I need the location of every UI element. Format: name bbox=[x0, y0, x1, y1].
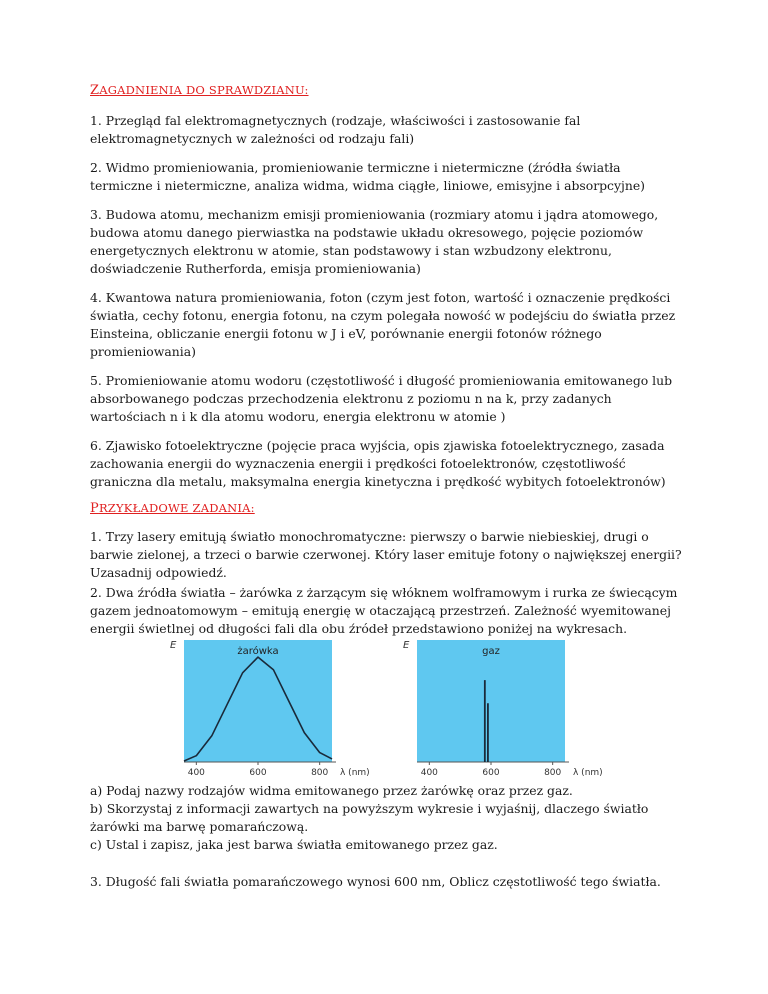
topic-3: 3. Budowa atomu, mechanizm emisji promieniowania (rozmiary atomu i jądra atomowego, budowa atomu danego pierwiastka na podstawie układu okresowego, pojęcie poziomów energetycznych elektronu w atomie, stan podstawowy i stan wzbudzony elektronu, doświadczenie Rutherforda, emisja promieniowania) bbox=[90, 207, 659, 276]
chart-zarowka-svg bbox=[162, 634, 370, 782]
chart-zarowka bbox=[162, 634, 370, 786]
plot-background bbox=[417, 640, 565, 762]
x-axis-label: λ (nm) bbox=[573, 768, 603, 778]
topic-1: 1. Przegląd fal elektromagnetycznych (rodzaje, właściwości i zastosowanie fal elektromagnetycznych w zależności od rodzaju fali) bbox=[90, 113, 581, 146]
x-tick-label: 600 bbox=[482, 768, 500, 778]
x-tick-label: 800 bbox=[544, 768, 562, 778]
task-1: 1. Trzy lasery emitują światło monochromatyczne: pierwszy o barwie niebieskiej, drugi o barwie zielonej, a trzeci o barwie czerwonej. Który laser emituje fotony o największej energii? Uzasadnij odpowiedź. bbox=[90, 529, 682, 580]
x-tick-label: 400 bbox=[187, 768, 205, 778]
chart-gaz-svg bbox=[395, 634, 605, 782]
task-2: 2. Dwa źródła światła – żarówka z żarzącym się włóknem wolframowym i rurka ze świecącym gazem jednoatomowym – emitują energię w otaczającą przestrzeń. Zależność wyemitowanej energii świetlnej od długości fali dla obu źródeł przedstawiono poniżej na wykresach. bbox=[90, 585, 678, 636]
y-axis-label: E bbox=[403, 640, 410, 651]
x-tick-label: 800 bbox=[311, 768, 329, 778]
topic-5: 5. Promieniowanie atomu wodoru (częstotliwość i długość promieniowania emitowanego lub absorbowanego podczas przechodzenia elektronu z poziomu n na k, przy zadanych wartościach n i k dla atomu wodoru, energia elektronu w atomie ) bbox=[90, 373, 673, 424]
topic-2: 2. Widmo promieniowania, promieniowanie termiczne i nietermiczne (źródła światła termiczne i nietermiczne, analiza widma, widma ciągłe, liniowe, emisyjne i absorpcyjne) bbox=[90, 160, 645, 193]
topics-heading: ZAGADNIENIA DO SPRAWDZIANU: bbox=[90, 83, 309, 98]
chart-title: gaz bbox=[482, 646, 500, 657]
task-3: 3. Długość fali światła pomarańczowego wynosi 600 nm, Oblicz częstotliwość tego światła. bbox=[90, 874, 661, 889]
y-axis-label: E bbox=[170, 640, 177, 651]
chart-title: żarówka bbox=[237, 646, 279, 657]
x-axis-label: λ (nm) bbox=[340, 768, 370, 778]
topic-4: 4. Kwantowa natura promieniowania, foton (czym jest foton, wartość i oznaczenie prędkości światła, cechy fotonu, energia fotonu, na czym polegała nowość w podejściu do światła przez Einsteina, obliczanie energii fotonu w J i eV, porównanie energii fotonów różnego promieniowania) bbox=[90, 290, 676, 359]
chart-gaz bbox=[395, 634, 605, 786]
topic-6: 6. Zjawisko fotoelektryczne (pojęcie praca wyjścia, opis zjawiska fotoelektrycznego, zasada zachowania energii do wyznaczenia energii i prędkości fotoelektronów, częstotliwość graniczna dla metalu, maksymalna energia kinetyczna i prędkość wybitych fotoelektronów) bbox=[90, 438, 666, 489]
task-2-c: c) Ustal i zapisz, jaka jest barwa światła emitowanego przez gaz. bbox=[90, 837, 498, 852]
task-2-a: a) Podaj nazwy rodzajów widma emitowanego przez żarówkę oraz przez gaz. bbox=[90, 783, 573, 798]
x-tick-label: 400 bbox=[420, 768, 438, 778]
x-tick-label: 600 bbox=[249, 768, 267, 778]
examples-heading: PRZYKŁADOWE ZADANIA: bbox=[90, 501, 255, 516]
task-2-b: b) Skorzystaj z informacji zawartych na powyższym wykresie i wyjaśnij, dlaczego światło żarówki ma barwę pomarańczową. bbox=[90, 801, 649, 834]
